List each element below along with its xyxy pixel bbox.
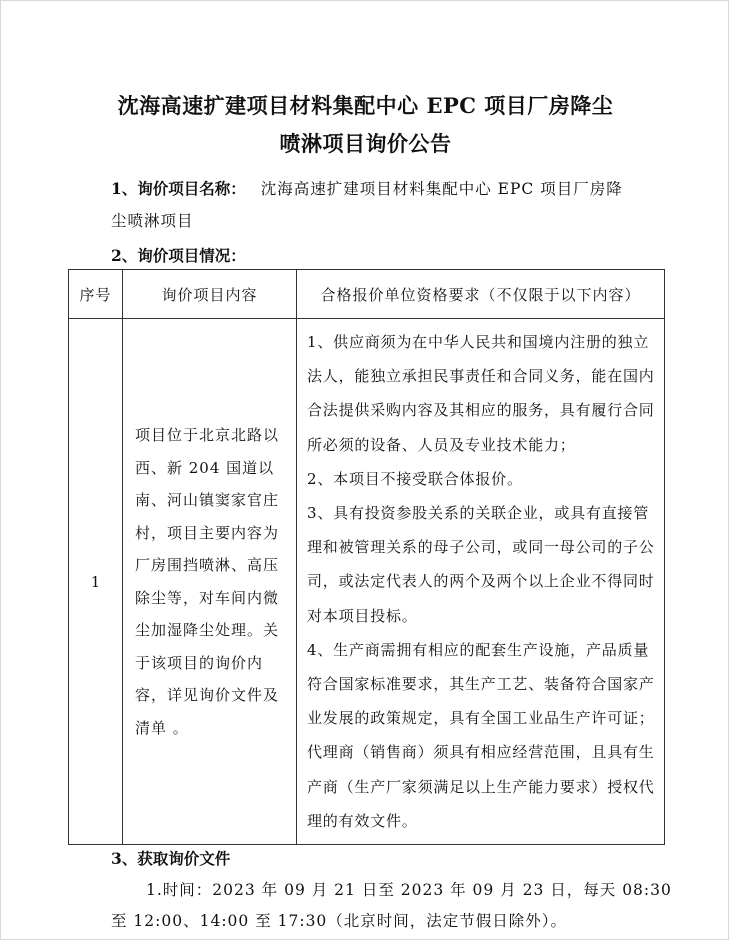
inquiry-table: [68, 269, 665, 845]
row-content: 项目位于北京北路以西、新 204 国道以南、河山镇窦家官庄村，项目主要内容为厂房围挡喷淋、高压除尘等，对车间内微尘加湿降尘处理。关于该项目的询价内容，详见询价文件及清单 。: [123, 319, 297, 845]
table-header-row: [69, 270, 665, 319]
section1-line: [111, 176, 623, 202]
requirement-4: 4、生产商需拥有相应的配套生产设施，产品质量符合国家标准要求，其生产工艺、装备符合国家产业发展的政策规定，具有全国工业品生产许可证；代理商（销售商）须具有相应经营范围，且具有生产商（生产厂家须满足以上生产能力要求）授权代理的有效文件。: [307, 640, 655, 830]
section1-value-line2: 尘喷淋项目: [111, 212, 194, 230]
header-requirements: 合格报价单位资格要求（不仅限于以下内容）: [297, 270, 665, 319]
section1-heading: 1、询价项目名称：: [111, 179, 246, 198]
requirement-2: 2、本项目不接受联合体报价。: [307, 469, 523, 488]
requirement-3: 3、具有投资参股关系的关联企业，或具有直接管理和被管理关系的母子公司，或同一母公司的子公司，或法定代表人的两个及两个以上企业不得同时对本项目投标。: [307, 504, 655, 625]
document-title-line2: 喷淋项目询价公告: [279, 131, 452, 156]
document-title-line1: 沈海高速扩建项目材料集配中心 EPC 项目厂房降尘: [117, 93, 614, 118]
section2-heading-line: [111, 243, 246, 269]
requirement-1: 1、供应商须为在中华人民共和国境内注册的独立法人，能独立承担民事责任和合同义务，能在国内合法提供采购内容及其相应的服务，具有履行合同所必须的设备、人员及专业技术能力；: [307, 333, 655, 454]
section3-line2: 至 12:00、14:00 至 17:30（北京时间，法定节假日除外）。: [111, 912, 568, 930]
row-seq: 1: [69, 319, 123, 845]
header-content: 询价项目内容: [123, 270, 297, 319]
header-seq: 序号: [69, 270, 123, 319]
table-row: [69, 319, 665, 845]
section3-heading-line: [111, 846, 230, 872]
section3-heading: 3、获取询价文件: [111, 849, 231, 868]
row-requirements: [297, 319, 665, 845]
section2-heading: 2、询价项目情况：: [111, 246, 246, 265]
section3-line1: 1.时间：2023 年 09 月 21 日至 2023 年 09 月 23 日，每天 08:30: [146, 881, 672, 899]
section1-value-line1: 沈海高速扩建项目材料集配中心 EPC 项目厂房降: [260, 180, 623, 198]
